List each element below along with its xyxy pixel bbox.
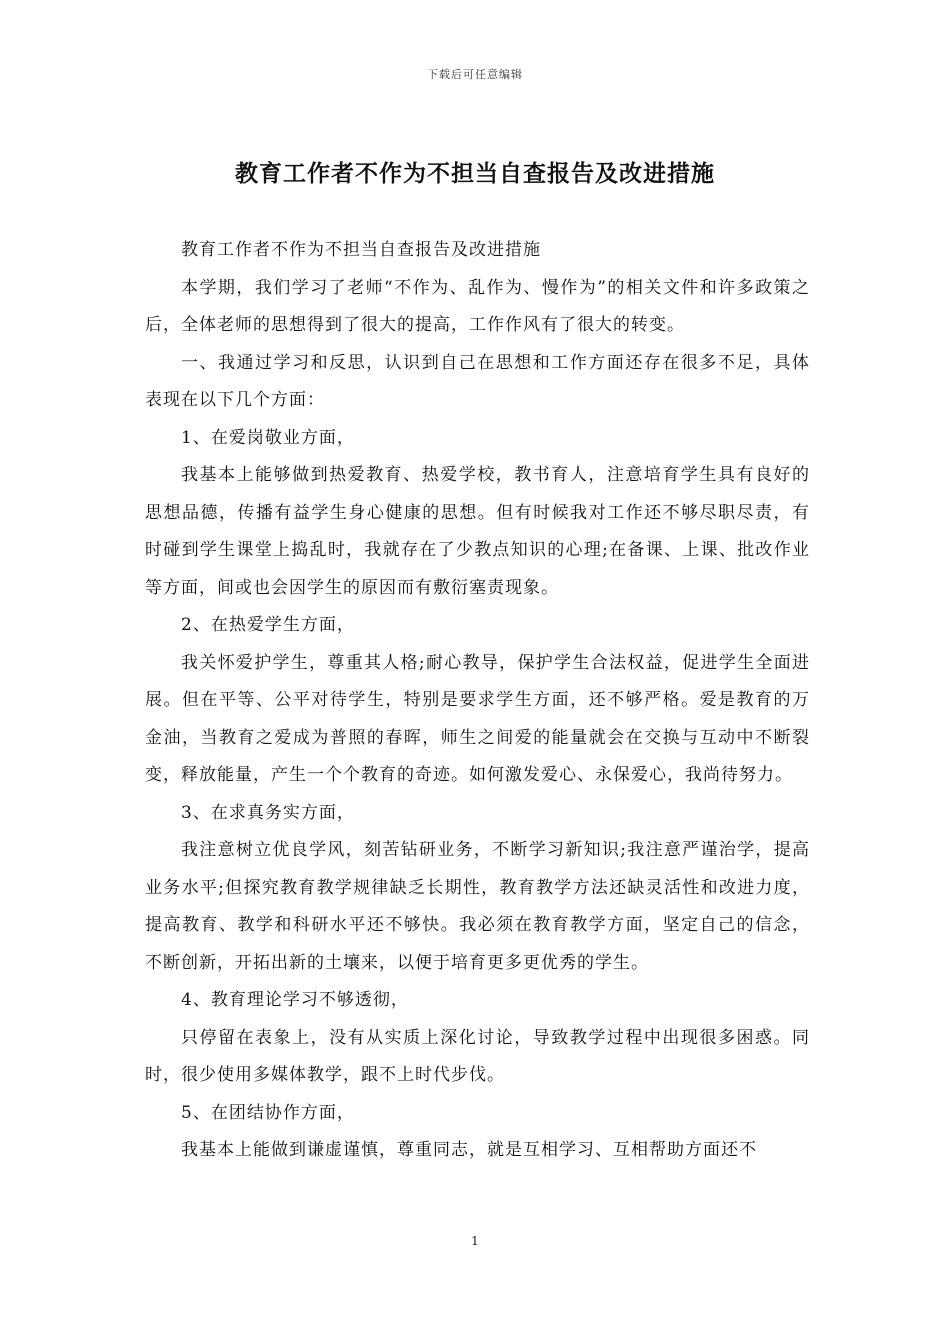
section-heading: 1、在爱岗敬业方面， [181,427,355,448]
section-heading: 5、在团结协作方面， [181,1102,355,1123]
document-body [145,232,810,1170]
page-number: 1 [471,1234,479,1248]
section-heading: 3、在求真务实方面， [181,802,355,823]
section-heading: 2、在热爱学生方面， [181,615,355,635]
paragraph: 我基本上能够做到热爱教育、热爱学校，教书育人，注意培育学生具有良好的思想品德，传播有益学生身心健康的思想。但有时候我对工作还不够尽职尽责，有时碰到学生课堂上捣乱时，我就存在了少教点知识的心理;在备课、上课、批改作业等方面，间或也会因学生的原因而有敷衍塞责现象。 [145,465,810,598]
paragraph: 只停留在表象上，没有从实质上深化讨论，导致教学过程中出现很多困惑。同时，很少使用多媒体教学，跟不上时代步伐。 [145,1027,810,1085]
paragraph: 我关怀爱护学生，尊重其人格;耐心教导，保护学生合法权益，促进学生全面进展。但在平等、公平对待学生，特别是要求学生方面，还不够严格。爱是教育的万金油，当教育之爱成为普照的春晖，师生之间爱的能量就会在交换与互动中不断裂变，释放能量，产生一个个教育的奇迹。如何激发爱心、永保爱心，我尚待努力。 [145,652,810,785]
header-note: 下载后可任意编辑 [427,68,523,81]
paragraph: 本学期，我们学习了老师“不作为、乱作为、慢作为”的相关文件和许多政策之后，全体老师的思想得到了很大的提高，工作作风有了很大的转变。 [145,277,810,335]
paragraph: 我基本上能做到谦虚谨慎，尊重同志，就是互相学习、互相帮助方面还不 [181,1140,757,1160]
paragraph: 一、我通过学习和反思，认识到自己在思想和工作方面还存在很多不足，具体表现在以下几个方面： [145,352,810,410]
document-title: 教育工作者不作为不担当自查报告及改进措施 [235,160,715,187]
paragraph: 我注意树立优良学风，刻苦钻研业务，不断学习新知识;我注意严谨治学，提高业务水平;但探究教育教学规律缺乏长期性，教育教学方法还缺灵活性和改进力度，提高教育、教学和科研水平还不够快。我必须在教育教学方面，坚定自己的信念，不断创新，开拓出新的土壤来，以便于培育更多更优秀的学生。 [145,840,810,973]
paragraph-subtitle: 教育工作者不作为不担当自查报告及改进措施 [181,240,541,260]
section-heading: 4、教育理论学习不够透彻， [181,990,409,1010]
